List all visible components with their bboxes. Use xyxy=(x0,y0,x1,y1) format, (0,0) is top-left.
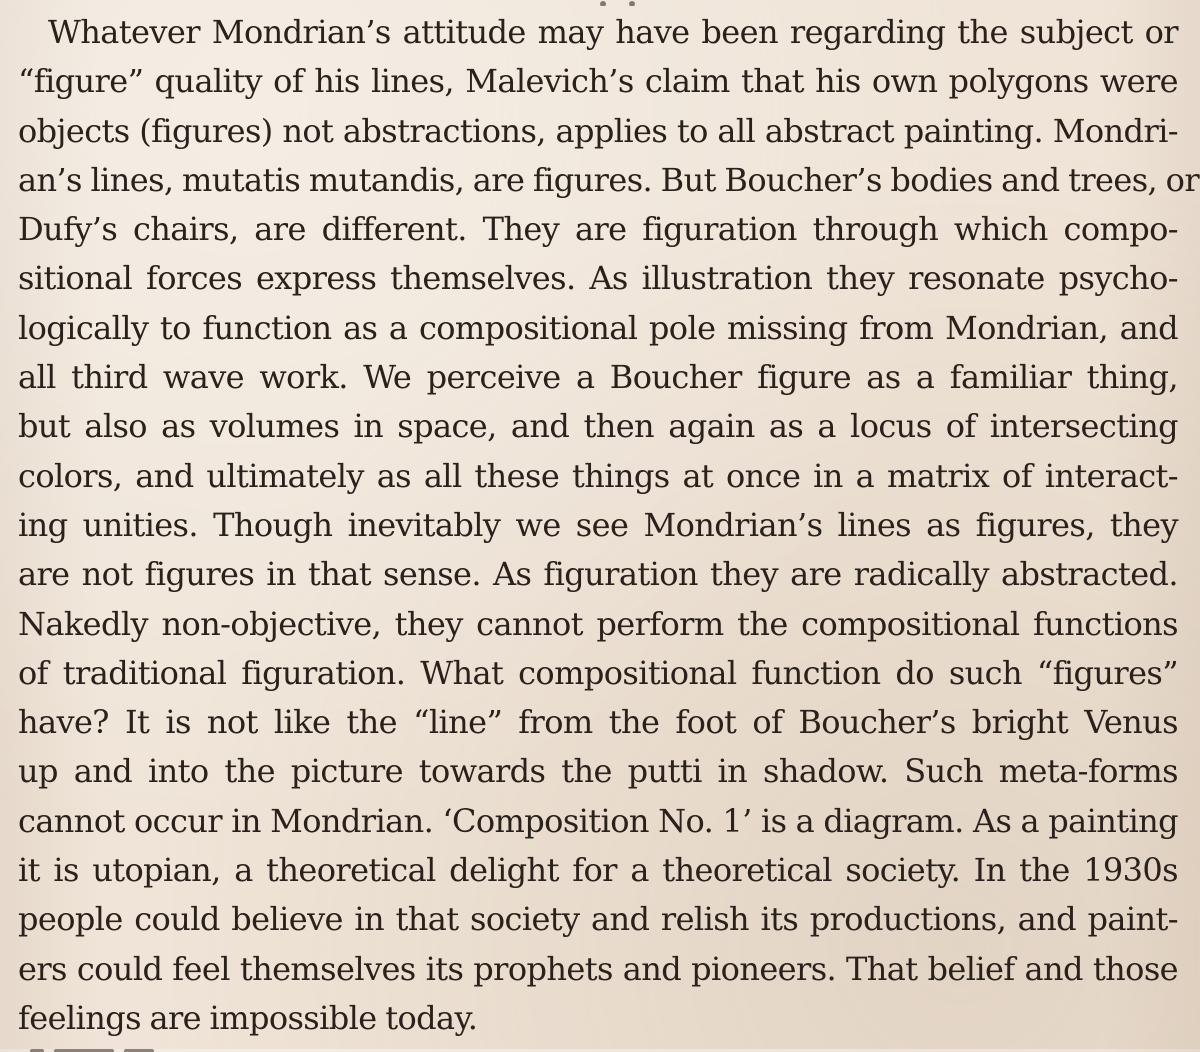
text-line: feelings are impossible today. xyxy=(18,998,478,1037)
ink-mark xyxy=(629,1,635,6)
text-line: sitional forces express themselves. As illustration they resonate psycho- xyxy=(18,259,1178,298)
text-line: up and into the picture towards the putti in shadow. Such meta-forms xyxy=(18,752,1178,791)
text-line: it is utopian, a theoretical delight for a theoretical society. In the 1930s xyxy=(18,851,1178,890)
text-line: Nakedly non-objective, they cannot perform the compositional functions xyxy=(18,604,1178,643)
next-line-fragment xyxy=(30,1040,190,1052)
text-line: cannot occur in Mondrian. ‘Composition No. 1’ is a diagram. As a painting xyxy=(18,801,1178,840)
text-line: colors, and ultimately as all these things at once in a matrix of interact- xyxy=(18,456,1178,495)
text-line: have? It is not like the “line” from the foot of Boucher’s bright Venus xyxy=(18,703,1178,742)
text-line: all third wave work. We perceive a Boucher figure as a familiar thing, xyxy=(18,358,1178,397)
ink-mark xyxy=(600,1,606,6)
text-line: but also as volumes in space, and then again as a locus of intersecting xyxy=(18,407,1178,446)
text-line: are not figures in that sense. As figuration they are radically abstracted. xyxy=(18,555,1178,594)
body-paragraph xyxy=(18,8,1200,1043)
text-line: people could believe in that society and relish its productions, and paint- xyxy=(18,900,1178,939)
text-line: of traditional figuration. What compositional function do such “figures” xyxy=(18,653,1178,692)
text-line: objects (figures) not abstractions, applies to all abstract painting. Mondri- xyxy=(18,111,1178,150)
text-line: Whatever Mondrian’s attitude may have been regarding the subject or xyxy=(48,13,1178,51)
previous-line-fragment xyxy=(600,0,900,6)
text-line: ers could feel themselves its prophets and pioneers. That belief and those xyxy=(18,949,1178,988)
text-line: Dufy’s chairs, are different. They are figuration through which compo- xyxy=(18,210,1178,249)
text-line: “figure” quality of his lines, Malevich’s claim that his own polygons were xyxy=(18,62,1178,101)
text-line: logically to function as a compositional pole missing from Mondrian, and xyxy=(18,308,1178,347)
text-line: an’s lines, mutatis mutandis, are figures. But Boucher’s bodies and trees, or xyxy=(18,160,1200,199)
text-line: ing unities. Though inevitably we see Mondrian’s lines as figures, they xyxy=(18,505,1178,544)
